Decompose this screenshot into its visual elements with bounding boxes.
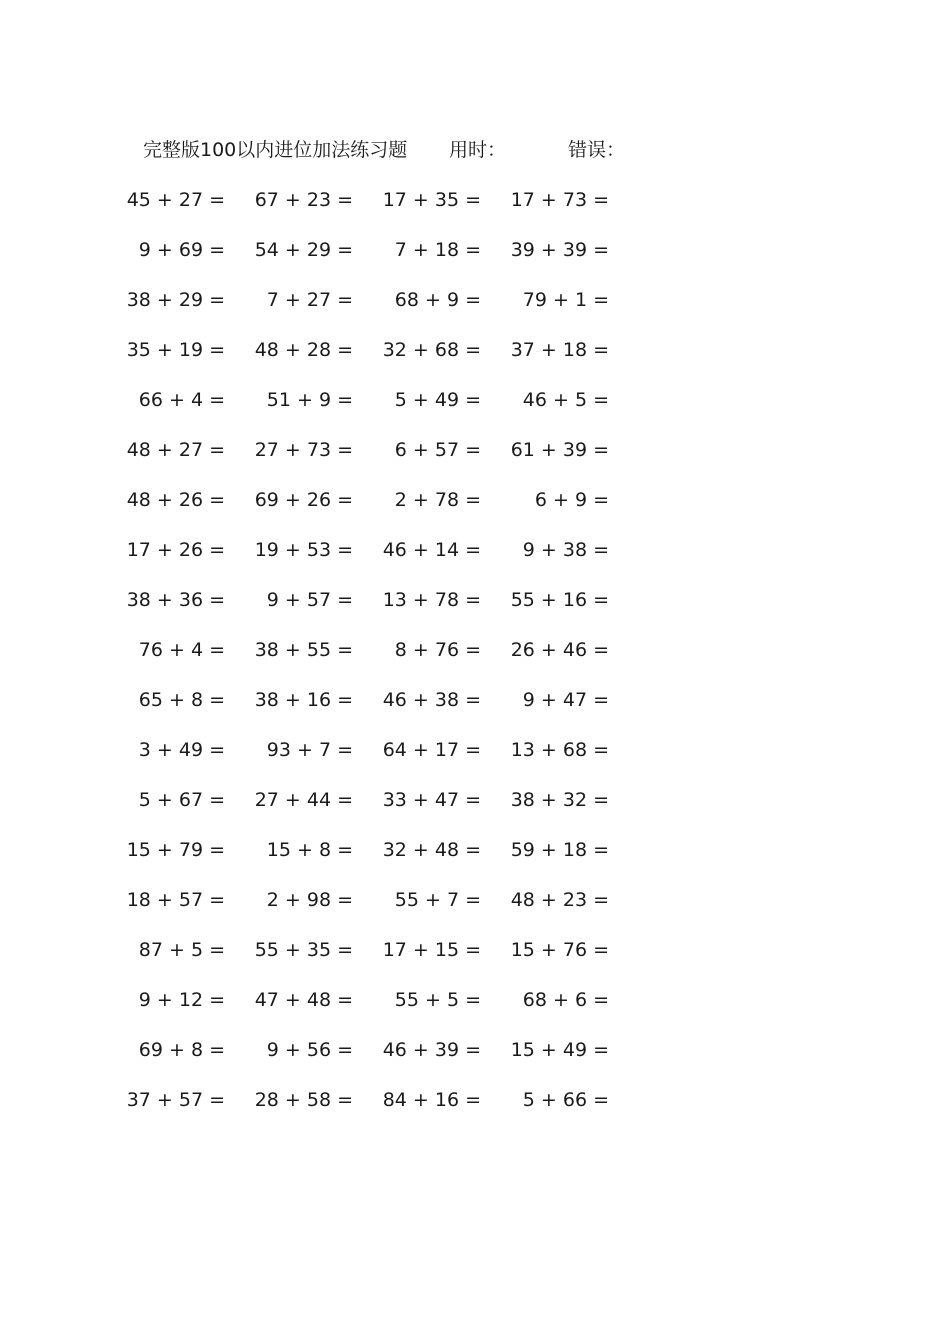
problem-item: 47 + 48 = <box>254 989 353 1011</box>
problem-row <box>0 1036 950 1076</box>
problem-item: 61 + 39 = <box>510 439 609 461</box>
problem-row <box>0 686 950 726</box>
problem-item: 17 + 15 = <box>382 939 481 961</box>
problem-item: 9 + 57 = <box>266 589 353 611</box>
problem-item: 15 + 49 = <box>510 1039 609 1061</box>
problem-item: 55 + 7 = <box>394 889 481 911</box>
problem-item: 2 + 98 = <box>266 889 353 911</box>
problem-item: 8 + 76 = <box>394 639 481 661</box>
problem-item: 9 + 12 = <box>138 989 225 1011</box>
problem-item: 13 + 78 = <box>382 589 481 611</box>
problem-item: 46 + 14 = <box>382 539 481 561</box>
problem-item: 38 + 55 = <box>254 639 353 661</box>
problem-item: 38 + 32 = <box>510 789 609 811</box>
problem-item: 5 + 67 = <box>138 789 225 811</box>
problem-item: 39 + 39 = <box>510 239 609 261</box>
problem-item: 69 + 26 = <box>254 489 353 511</box>
problem-item: 45 + 27 = <box>126 189 225 211</box>
problem-item: 37 + 18 = <box>510 339 609 361</box>
problem-row <box>0 486 950 526</box>
problem-item: 7 + 18 = <box>394 239 481 261</box>
problem-item: 84 + 16 = <box>382 1089 481 1111</box>
problem-item: 66 + 4 = <box>138 389 225 411</box>
problem-item: 51 + 9 = <box>266 389 353 411</box>
problem-item: 9 + 56 = <box>266 1039 353 1061</box>
problem-item: 2 + 78 = <box>394 489 481 511</box>
problem-item: 93 + 7 = <box>266 739 353 761</box>
problem-item: 6 + 57 = <box>394 439 481 461</box>
problem-item: 17 + 35 = <box>382 189 481 211</box>
problem-row <box>0 986 950 1026</box>
problem-item: 68 + 6 = <box>522 989 609 1011</box>
problem-row <box>0 236 950 276</box>
problem-item: 65 + 8 = <box>138 689 225 711</box>
problem-item: 48 + 26 = <box>126 489 225 511</box>
time-label: 用时： <box>449 139 507 161</box>
problem-item: 35 + 19 = <box>126 339 225 361</box>
problem-item: 18 + 57 = <box>126 889 225 911</box>
problem-item: 3 + 49 = <box>138 739 225 761</box>
problem-item: 55 + 5 = <box>394 989 481 1011</box>
problem-item: 76 + 4 = <box>138 639 225 661</box>
problem-item: 15 + 76 = <box>510 939 609 961</box>
problem-row <box>0 1086 950 1126</box>
problem-item: 55 + 35 = <box>254 939 353 961</box>
problem-row <box>0 286 950 326</box>
problem-item: 68 + 9 = <box>394 289 481 311</box>
problem-row <box>0 936 950 976</box>
problem-item: 32 + 48 = <box>382 839 481 861</box>
problem-row <box>0 186 950 226</box>
problem-item: 13 + 68 = <box>510 739 609 761</box>
problem-item: 48 + 23 = <box>510 889 609 911</box>
problem-item: 5 + 49 = <box>394 389 481 411</box>
problem-row <box>0 836 950 876</box>
problem-item: 15 + 79 = <box>126 839 225 861</box>
problem-item: 79 + 1 = <box>522 289 609 311</box>
problem-item: 64 + 17 = <box>382 739 481 761</box>
problem-item: 27 + 73 = <box>254 439 353 461</box>
problem-item: 67 + 23 = <box>254 189 353 211</box>
problem-row <box>0 786 950 826</box>
problem-row <box>0 586 950 626</box>
problem-item: 6 + 9 = <box>534 489 609 511</box>
problem-item: 17 + 73 = <box>510 189 609 211</box>
problem-item: 27 + 44 = <box>254 789 353 811</box>
problem-row <box>0 386 950 426</box>
problem-item: 38 + 29 = <box>126 289 225 311</box>
problem-item: 33 + 47 = <box>382 789 481 811</box>
problem-item: 38 + 16 = <box>254 689 353 711</box>
problem-item: 5 + 66 = <box>522 1089 609 1111</box>
problem-item: 9 + 47 = <box>522 689 609 711</box>
worksheet-title: 完整版100以内进位加法练习题 <box>143 139 408 161</box>
problem-item: 26 + 46 = <box>510 639 609 661</box>
problem-item: 46 + 5 = <box>522 389 609 411</box>
problem-item: 15 + 8 = <box>266 839 353 861</box>
problem-item: 9 + 69 = <box>138 239 225 261</box>
problem-row <box>0 536 950 576</box>
problem-row <box>0 636 950 676</box>
problem-item: 59 + 18 = <box>510 839 609 861</box>
problem-item: 87 + 5 = <box>138 939 225 961</box>
problem-item: 48 + 27 = <box>126 439 225 461</box>
problem-item: 28 + 58 = <box>254 1089 353 1111</box>
problem-item: 69 + 8 = <box>138 1039 225 1061</box>
problem-item: 46 + 39 = <box>382 1039 481 1061</box>
problem-item: 38 + 36 = <box>126 589 225 611</box>
problem-item: 37 + 57 = <box>126 1089 225 1111</box>
problem-item: 46 + 38 = <box>382 689 481 711</box>
errors-label: 错误： <box>568 139 626 161</box>
problem-item: 48 + 28 = <box>254 339 353 361</box>
problem-item: 54 + 29 = <box>254 239 353 261</box>
problem-item: 32 + 68 = <box>382 339 481 361</box>
problem-item: 7 + 27 = <box>266 289 353 311</box>
problem-item: 19 + 53 = <box>254 539 353 561</box>
problem-row <box>0 336 950 376</box>
problem-row <box>0 736 950 776</box>
problem-item: 55 + 16 = <box>510 589 609 611</box>
problem-row <box>0 886 950 926</box>
problem-item: 9 + 38 = <box>522 539 609 561</box>
problem-item: 17 + 26 = <box>126 539 225 561</box>
problem-row <box>0 436 950 476</box>
